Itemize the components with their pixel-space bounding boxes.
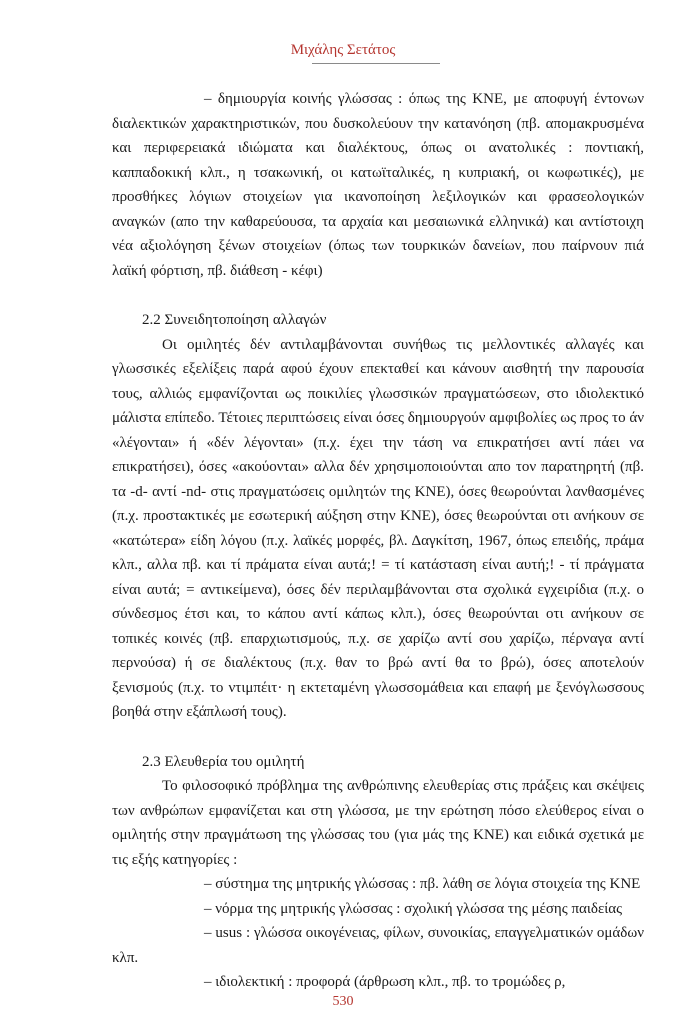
- header-rule: [312, 63, 440, 64]
- section-heading-2-3: 2.3 Ελευθερία του ομιλητή: [142, 753, 305, 770]
- list-item-usus: – usus : γλώσσα οικογένειας, φίλων, συνοικίας, επαγγελματικών ομάδων κλπ.: [112, 925, 644, 966]
- paragraph-speaker-freedom: Το φιλοσοφικό πρόβλημα της ανθρώπινης ελευθερίας στις πράξεις και σκέψεις των ανθρώπων εμφανίζεται και στη γλώσσα, με την ερώτηση πόσο ελεύθερος είναι ο ομιλητής στην πραγμάτωση της γλώσσας του (για μάς της ΚΝΕ) και ειδικά σχετικά με τις εξής κατηγορίες :: [112, 778, 644, 868]
- list-item-system: – σύστημα της μητρικής γλώσσας : πβ. λάθη σε λόγια στοιχεία της ΚΝΕ: [204, 876, 641, 892]
- page-number: 530: [332, 994, 354, 1009]
- list-item-norm: – νόρμα της μητρικής γλώσσας : σχολική γλώσσα της μέσης παιδείας: [204, 900, 623, 917]
- running-header: Μιχάλης Σετάτος: [290, 42, 396, 58]
- page-body: [112, 87, 644, 995]
- paragraph-koine-creation: – δημιουργία κοινής γλώσσας : όπως της ΚΝΕ, με αποφυγή έντονων διαλεκτικών χαρακτηριστικών, που δυσκολεύουν την κατανόηση (πβ. απομακρυσμένα και περιφερειακά ιδιώματα και διαλέκτους, όπως οι ανατολικές : ποντιακή, καππαδοκική κλπ., η τσακωνική, οι κατωϊταλικές, η κυπριακή, οι κωφωτικές), με προσθήκες λόγιων στοιχείων για ικανοποίηση λεξιλογικών και φρασεολογικών αναγκών (απο την καθαρεύουσα, τα αρχαία και μεσαιωνικά ελληνικά) και αντίστοιχη νέα αξιολόγηση ξένων στοιχείων (όπως των τουρκικών δανείων, που παίρνουν πιά λαϊκή φόρτιση, πβ. διάθεση - κέφι): [112, 91, 644, 279]
- list-item-idiolect: – ιδιολεκτική : προφορά (άρθρωση κλπ., πβ. το τρομώδες ρ,: [204, 974, 566, 990]
- section-heading-2-2: 2.2 Συνειδητοποίηση αλλαγών: [142, 312, 327, 328]
- paragraph-awareness-of-changes: Οι ομιλητές δέν αντιλαμβάνονται συνήθως τις μελλοντικές αλλαγές και γλωσσικές εξελίξεις παρά αφού έχουν επεκταθεί και κάνουν αισθητή την παρουσία τους, αλλιώς εμφανίζονται ως ποικιλίες γλωσσικών πραγματώσεων, στο ιδιολεκτικό μάλιστα επίπεδο. Τέτοιες περιπτώσεις είναι όσες δημιουργούν αμφιβολίες ως προς το άν «λέγονται» ή «δέν λέγονται» (π.χ. έχει την τάση να επικρατήσει αντί πάει να επικρατήσει), όσες «ακούονται» αλλα δέν χρησιμοποιούνται απο τον παρατηρητή (πβ. τα -d- αντί -nd- στις πραγματώσεις ομιλητών της ΚΝΕ), όσες θεωρούνται λανθασμένες (π.χ. προστακτικές με εσωτερική αύξηση στην ΚΝΕ), όσες θεωρούνται οτι ανήκουν σε «κατώτερα» είδη λόγου (π.χ. λαϊκές μορφές, βλ. Δαγκίτση, 1967, όπως επειδής, πράμα κλπ., αλλα πβ. και τί πράματα είναι αυτά;! = τί κατάσταση είναι αυτή;! - τί πράγματα είναι αυτά; = αντικείμενα), όσες δέν περιλαμβάνονται στα σχολικά εγχειρίδια (π.χ. ο σύνδεσμος έτσι και, το κάπου αντί κάπως κλπ.), όσες θεωρούνται οτι ανήκουν σε τοπικές κοινές (πβ. επαρχιωτισμούς, π.χ. σε χαρίζω αντί σου χαρίζω, πέρναγα αντί περνούσα) ή σε διαλέκτους (π.χ. θαν το βρώ αντί θα το βρώ), όσες αποτελούν ξενισμούς (π.χ. το ντιμπέιτ· η εκτεταμένη γλωσσομάθεια και επαφή με ξενόγλωσσους βοηθά στην εξάπλωσή τους).: [112, 336, 644, 720]
